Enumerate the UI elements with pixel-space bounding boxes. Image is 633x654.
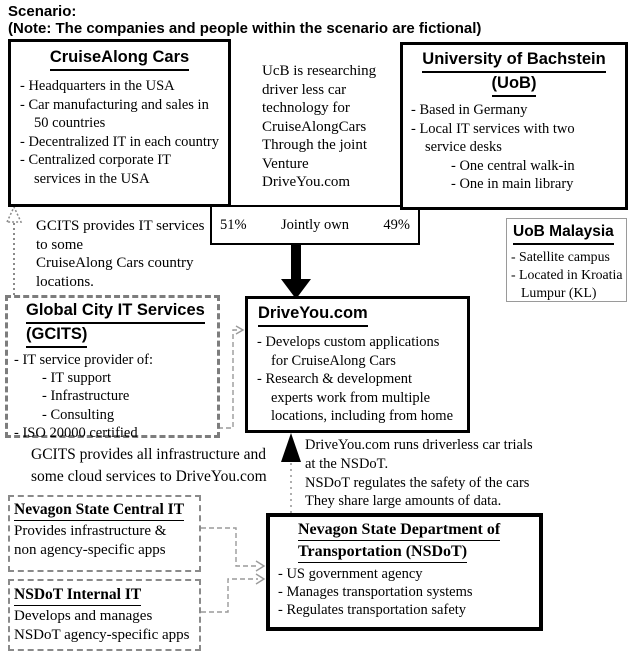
nevagon-central-it-box [8,495,201,572]
uob-malaysia-line: Lumpur (KL) [521,285,597,300]
uob-malaysia-title: UoB Malaysia [507,219,626,245]
cruisealong-title: CruiseAlong Cars [11,47,228,71]
driveyou-line: experts work from multiple [271,389,431,406]
driveyou-line: - Research & development [257,371,413,388]
gcits-line: - Infrastructure [42,388,130,405]
joint-left-percent: 51% [220,216,247,233]
centralit-nsdot-connector [201,528,264,571]
cruisealong-line: - Headquarters in the USA [20,78,175,94]
uob-malaysia-line: - Satellite campus [511,249,610,264]
nevagon-central-it-line: non agency-specific apps [14,542,166,558]
cruisealong-line: 50 countries [34,115,106,132]
page-title: Scenario: [8,3,77,20]
gcits-line: - ISO 20000 certified [14,424,138,441]
uob-title: University of Bachstein (UoB) [403,49,625,97]
nevagon-central-it-title: Nevagon State Central IT [10,497,199,521]
uob-malaysia-line: - Located in Kroatia [511,267,623,282]
nsdot-title: Nevagon State Department of Transportation (NSDoT) [270,517,539,563]
uob-line: service desks [425,139,502,156]
gcits-line: - IT support [42,370,112,387]
driveyou-box [245,296,470,433]
gcits-box [5,295,220,441]
nsdot-internal-it-title: NSDoT Internal IT [10,581,199,606]
driveyou-line: - Develops custom applications [257,334,440,350]
internalit-nsdot-connector [201,574,264,612]
gcits-line: - Consulting [42,406,115,423]
joint-venture-arrow [281,244,311,299]
cruisealong-cars-box [8,39,231,207]
nsdot-line: - Regulates transportation safety [278,602,467,618]
ucb-research-text: UcB is researching driver less car technology for CruiseAlongCars Through the joint Venture DriveYou.com [262,63,377,190]
gcits-driveyou-connector [218,326,243,428]
uob-box [400,42,628,210]
nsdot-line: - Manages transportation systems [278,584,473,600]
nevagon-central-it-line: Provides infrastructure & [14,523,167,539]
gcits-cruisealong-arrow [7,207,21,300]
nsdot-internal-it-line: NSDoT agency-specific apps [14,627,190,643]
driveyou-line: for CruiseAlong Cars [271,352,396,369]
joint-right-percent: 49% [383,216,410,233]
cruisealong-line: - Decentralized IT in each country [20,133,220,150]
page-note: (Note: The companies and people within the scenario are fictional) [8,20,482,37]
driveyou-title: DriveYou.com [248,299,467,327]
driveyou-line: locations, including from home [271,408,454,425]
uob-line: - Based in Germany [411,102,528,118]
cruisealong-line: services in the USA [34,170,150,187]
gcits-line: - IT service provider of: [14,352,154,368]
gcits-title: Global City IT Services (GCITS) [8,298,217,348]
gcits-driveyou-note: GCITS provides all infrastructure and some cloud services to DriveYou.com [31,446,267,485]
joint-venture-box [210,205,420,245]
nsdot-internal-it-box [8,579,201,651]
gcits-cruisealong-note: GCITS provides IT services to some CruiseAlong Cars country locations. [36,218,205,290]
nsdot-line: - US government agency [278,566,423,582]
cruisealong-line: - Centralized corporate IT [20,152,171,169]
nsdot-internal-it-line: Develops and manages [14,608,153,624]
driveyou-nsdot-note: DriveYou.com runs driverless car trials at the NSDoT. NSDoT regulates the safety of the cars They share large amounts of data. [305,437,533,510]
uob-line: - One in main library [451,176,574,193]
joint-label: Jointly own [280,216,350,233]
nsdot-box [266,513,543,631]
uob-line: - Local IT services with two [411,120,575,137]
cruisealong-line: - Car manufacturing and sales in [20,96,209,113]
uob-malaysia-box [506,218,627,302]
uob-line: - One central walk-in [451,157,575,174]
